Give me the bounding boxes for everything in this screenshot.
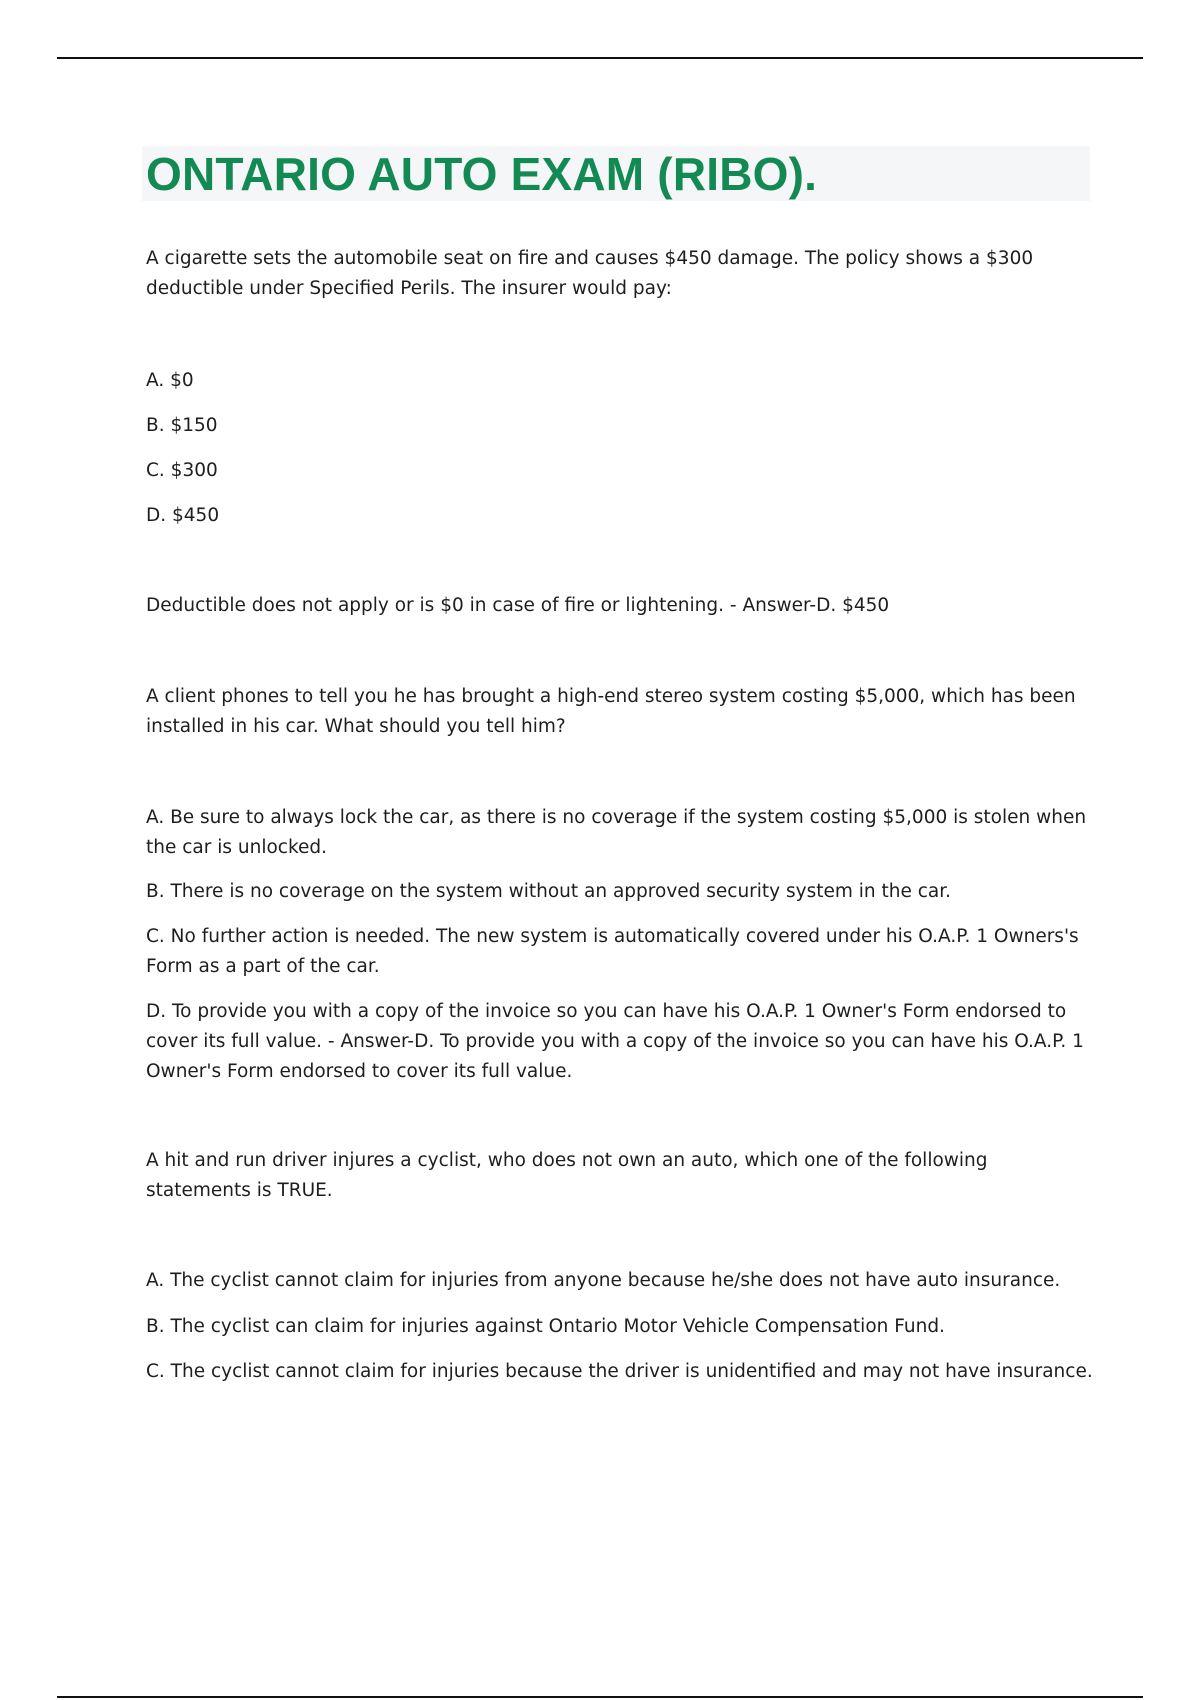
question-3-option-a: A. The cyclist cannot claim for injuries from anyone because he/she does not have auto insurance.: [146, 1270, 1061, 1291]
question-2-option-c: C. No further action is needed. The new system is automatically covered under his O.A.P. 1 Owners's Form as a part of the car.: [146, 926, 1079, 977]
question-3-option-b: B. The cyclist can claim for injuries against Ontario Motor Vehicle Compensation Fund.: [146, 1316, 945, 1337]
question-1-option-a: A. $0: [146, 370, 194, 391]
question-2-text: A client phones to tell you he has brought a high-end stereo system costing $5,000, which has been installed in his car. What should you tell him?: [146, 686, 1076, 737]
question-3-text: A hit and run driver injures a cyclist, who does not own an auto, which one of the following statements is TRUE.: [146, 1150, 988, 1201]
question-2-option-d: D. To provide you with a copy of the invoice so you can have his O.A.P. 1 Owner's Form endorsed to cover its full value. - Answer-D. To provide you with a copy of the invoice so you can have his O.A.P. 1 Owner's Form endorsed to cover its full value.: [146, 1001, 1084, 1082]
question-2-option-b: B. There is no coverage on the system without an approved security system in the car.: [146, 881, 952, 902]
question-1-option-d: D. $450: [146, 505, 220, 526]
top-rule: [57, 57, 1143, 59]
question-1-option-c: C. $300: [146, 460, 218, 481]
question-1-answer: Deductible does not apply or is $0 in case of fire or lightening. - Answer-D. $450: [146, 595, 890, 616]
question-1-option-b: B. $150: [146, 415, 218, 436]
question-3-option-c: C. The cyclist cannot claim for injuries because the driver is unidentified and may not have insurance.: [146, 1361, 1093, 1382]
question-1-text: A cigarette sets the automobile seat on fire and causes $450 damage. The policy shows a $300 deductible under Specified Perils. The insurer would pay:: [146, 248, 1034, 299]
bottom-rule: [57, 1696, 1143, 1698]
document-title: ONTARIO AUTO EXAM (RIBO).: [146, 148, 818, 200]
question-2-option-a: A. Be sure to always lock the car, as there is no coverage if the system costing $5,000 is stolen when the car is unlocked.: [146, 807, 1087, 858]
